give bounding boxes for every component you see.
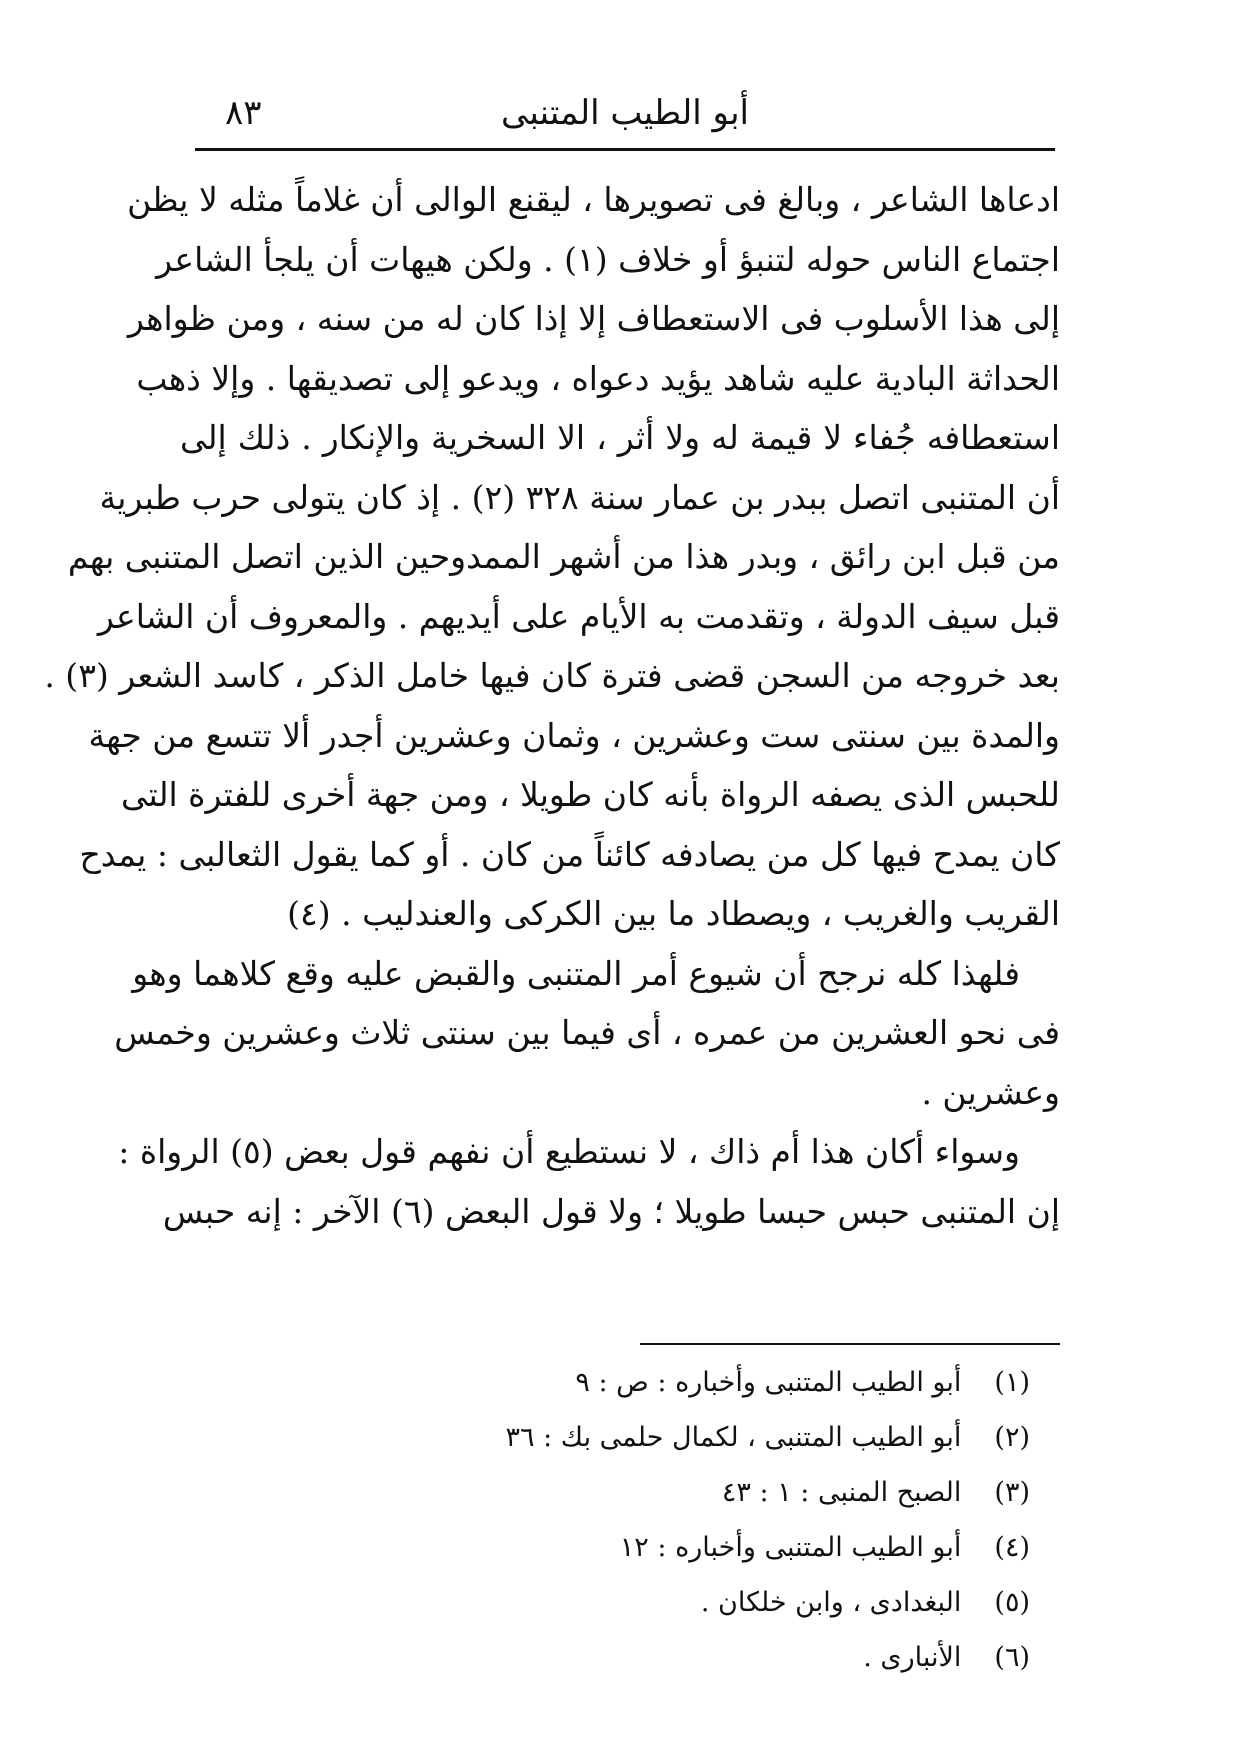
footnote-number: (٥) bbox=[994, 1587, 1030, 1618]
footnote bbox=[300, 1630, 1030, 1685]
footnote-text: الأنبارى . bbox=[863, 1642, 962, 1673]
footnote-number: (٢) bbox=[994, 1422, 1030, 1453]
footnote bbox=[300, 1465, 1030, 1520]
text-line: من قبل ابن رائق ، وبدر هذا من أشهر الممدوحين الذين اتصل المتنبى بهم bbox=[67, 537, 1060, 576]
footnote bbox=[300, 1355, 1030, 1410]
footnote-text: أبو الطيب المتنبى ، لكمال حلمى بك : ٣٦ bbox=[505, 1422, 962, 1453]
text-line: بعد خروجه من السجن قضى فترة كان فيها خامل الذكر ، كاسد الشعر (٣) . bbox=[44, 656, 1060, 695]
footnote bbox=[300, 1410, 1030, 1465]
text-line: للحبس الذى يصفه الرواة بأنه كان طويلا ، ومن جهة أخرى للفترة التى bbox=[121, 775, 1060, 814]
footnotes bbox=[300, 1355, 1030, 1685]
footnote-rule bbox=[640, 1343, 1060, 1345]
text-line: والمدة بين سنتى ست وعشرين ، وثمان وعشرين أجدر ألا تتسع من جهة bbox=[88, 715, 1060, 755]
footnote-number: (٣) bbox=[994, 1477, 1030, 1508]
text-line: ادعاها الشاعر ، وبالغ فى تصويرها ، ليقنع الوالى أن غلاماً مثله لا يظن bbox=[127, 180, 1060, 219]
text-line: فلهذا كله نرجح أن شيوع أمر المتنبى والقبض عليه وقع كلاهما وهو bbox=[132, 953, 1020, 993]
text-line: قبل سيف الدولة ، وتقدمت به الأيام على أيديهم . والمعروف أن الشاعر bbox=[97, 596, 1060, 636]
footnote bbox=[300, 1575, 1030, 1630]
footnote-text: أبو الطيب المتنبى وأخباره : ١٢ bbox=[619, 1532, 962, 1563]
text-line: استعطافه جُفاء لا قيمة له ولا أثر ، الا السخرية والإنكار . ذلك إلى bbox=[180, 418, 1060, 457]
text-line: فى نحو العشرين من عمره ، أى فيما بين سنتى ثلاث وعشرين وخمس bbox=[114, 1013, 1060, 1052]
text-line: وعشرين . bbox=[921, 1072, 1060, 1112]
page-number: ٨٣ bbox=[225, 93, 262, 133]
header-rule bbox=[195, 148, 1055, 151]
footnote-text: أبو الطيب المتنبى وأخباره : ص : ٩ bbox=[575, 1367, 962, 1398]
text-line: أن المتنبى اتصل ببدر بن عمار سنة ٣٢٨ (٢) . إذ كان يتولى حرب طبرية bbox=[99, 477, 1060, 517]
text-line: وسواء أكان هذا أم ذاك ، لا نستطيع أن نفهم قول بعض (٥) الرواة : bbox=[118, 1132, 1020, 1171]
text-line: كان يمدح فيها كل من يصادفه كائناً من كان . أو كما يقول الثعالبى : يمدح bbox=[79, 834, 1060, 874]
text-line: إن المتنبى حبس حبسا طويلا ؛ ولا قول البعض (٦) الآخر : إنه حبس bbox=[162, 1191, 1060, 1231]
page-header bbox=[195, 88, 1055, 148]
footnote-number: (١) bbox=[994, 1367, 1030, 1398]
body-text bbox=[44, 170, 1060, 1241]
text-line: القريب والغريب ، ويصطاد ما بين الكركى والعندليب . (٤) bbox=[287, 894, 1060, 933]
text-line: اجتماع الناس حوله لتنبؤ أو خلاف (١) . ولكن هيهات أن يلجأ الشاعر bbox=[156, 239, 1060, 279]
footnote bbox=[300, 1520, 1030, 1575]
footnote-text: البغدادى ، وابن خلكان . bbox=[700, 1587, 962, 1618]
text-line: إلى هذا الأسلوب فى الاستعطاف إلا إذا كان له من سنه ، ومن ظواهر bbox=[127, 299, 1060, 338]
text-line: الحداثة البادية عليه شاهد يؤيد دعواه ، ويدعو إلى تصديقها . وإلا ذهب bbox=[136, 358, 1060, 398]
running-title: أبو الطيب المتنبى bbox=[500, 93, 749, 133]
footnote-text: الصبح المنبى : ١ : ٤٣ bbox=[721, 1477, 962, 1508]
footnote-number: (٦) bbox=[994, 1642, 1030, 1673]
footnote-number: (٤) bbox=[994, 1532, 1030, 1563]
